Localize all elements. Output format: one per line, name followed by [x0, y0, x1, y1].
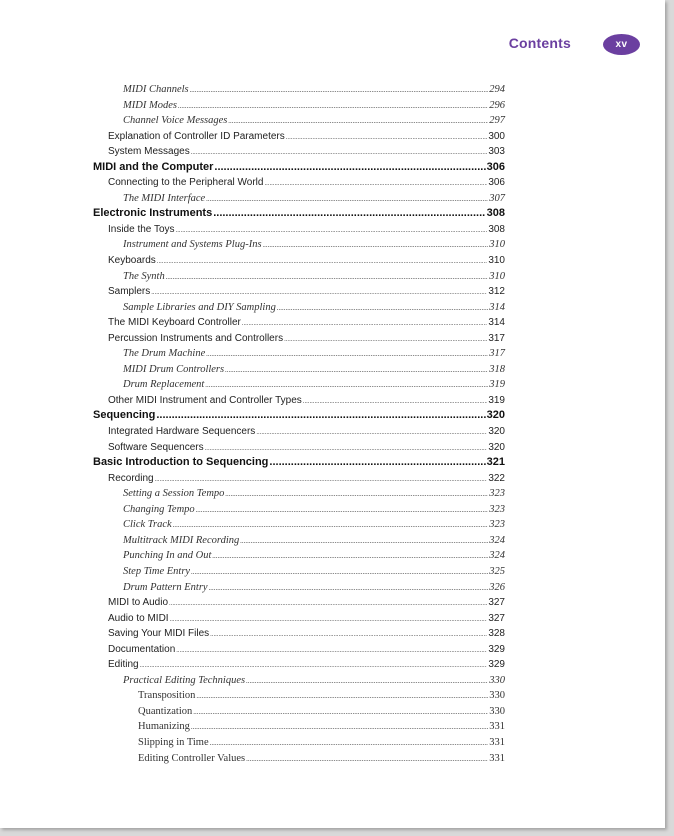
toc-entry: [93, 471, 505, 487]
dot-leader: [196, 503, 489, 519]
toc-entry-title: Click Track: [123, 519, 172, 531]
dot-leader: [176, 644, 487, 660]
toc-entry-page-number: 327: [488, 612, 505, 624]
toc-entry-page-number: 320: [486, 409, 505, 422]
toc-entry-title: Quantization: [138, 705, 193, 717]
dot-leader: [156, 408, 485, 424]
dot-leader: [209, 581, 489, 597]
toc-entry: [93, 346, 505, 362]
toc-entry: [93, 222, 505, 238]
toc-entry-page-number: 306: [488, 177, 505, 189]
toc-entry-title: Keyboards: [108, 255, 156, 267]
toc-entry-page-number: 323: [489, 519, 505, 531]
toc-entry-page-number: 297: [489, 115, 505, 127]
toc-entry-title: Software Sequencers: [108, 441, 204, 453]
dot-leader: [173, 518, 489, 534]
dot-leader: [170, 613, 488, 629]
dot-leader: [205, 378, 488, 394]
toc-entry-title: Channel Voice Messages: [123, 115, 228, 127]
toc-entry-page-number: 331: [489, 752, 505, 764]
dot-leader: [286, 131, 488, 147]
toc-entry-page-number: 328: [488, 628, 505, 640]
toc-entry-title: The Drum Machine: [123, 348, 206, 360]
dot-leader: [256, 426, 487, 442]
toc-entry-page-number: 330: [489, 705, 505, 717]
toc-entry-page-number: 317: [489, 348, 505, 360]
toc-entry: [93, 657, 505, 673]
toc-entry-title: The MIDI Interface: [123, 192, 206, 204]
toc-entry: [93, 113, 505, 129]
toc-entry-title: MIDI Channels: [123, 84, 189, 95]
toc-entry-page-number: 323: [489, 503, 505, 515]
toc-entry-page-number: 330: [489, 674, 505, 686]
toc-entry: [93, 424, 505, 440]
dot-leader: [214, 160, 485, 176]
toc-entry-page-number: 314: [489, 301, 505, 313]
toc-entry-title: The Synth: [123, 270, 165, 282]
toc-entry-page-number: 331: [489, 721, 505, 733]
dot-leader: [246, 752, 488, 768]
dot-leader: [277, 301, 488, 317]
toc-entry-title: MIDI Modes: [123, 99, 177, 111]
toc-entry-title: Humanizing: [138, 721, 190, 733]
toc-entry-title: MIDI to Audio: [108, 597, 169, 609]
toc-entry-title: Drum Pattern Entry: [123, 581, 208, 593]
toc-entry-title: Recording: [108, 472, 154, 484]
dot-leader: [212, 549, 488, 565]
dot-leader: [178, 99, 488, 115]
toc-entry-page-number: 314: [488, 317, 505, 329]
toc-entry: [93, 253, 505, 269]
dot-leader: [206, 347, 488, 363]
toc-entry: [93, 237, 505, 253]
dot-leader: [284, 333, 487, 349]
toc-entry-title: Slipping in Time: [138, 736, 209, 748]
toc-entry-page-number: 331: [489, 736, 505, 748]
toc-entry-title: Multitrack MIDI Recording: [123, 534, 240, 546]
toc-entry-title: Drum Replacement: [123, 379, 205, 391]
dot-leader: [169, 597, 487, 613]
dot-leader: [190, 83, 489, 99]
toc-entry-title: MIDI and the Computer: [93, 160, 214, 173]
toc-entry: [93, 455, 505, 471]
toc-entry: [93, 408, 505, 424]
toc-entry-title: MIDI Drum Controllers: [123, 363, 225, 375]
toc-entry: [93, 82, 505, 98]
dot-leader: [191, 565, 488, 581]
toc-entry-title: Changing Tempo: [123, 503, 195, 515]
toc-entry-title: Punching In and Out: [123, 550, 212, 562]
dot-leader: [210, 628, 487, 644]
dot-leader: [213, 206, 485, 222]
toc-entry: [93, 393, 505, 409]
toc-entry-page-number: 324: [489, 550, 505, 562]
running-header-title: Contents: [508, 35, 571, 51]
toc-entry-page-number: 318: [489, 363, 505, 375]
toc-entry: [93, 673, 505, 689]
toc-entry: [93, 315, 505, 331]
toc-entry-page-number: 329: [488, 643, 505, 655]
dot-leader: [228, 114, 488, 130]
toc-entry-title: Step Time Entry: [123, 565, 191, 577]
dot-leader: [269, 455, 485, 471]
dot-leader: [225, 487, 488, 503]
toc-entry: [93, 517, 505, 533]
toc-entry-title: Transposition: [138, 690, 196, 702]
toc-entry-title: Sample Libraries and DIY Sampling: [123, 301, 276, 313]
toc-entry: [93, 719, 505, 735]
toc-entry-page-number: 320: [488, 441, 505, 453]
dot-leader: [166, 270, 489, 286]
toc-entry-page-number: 330: [489, 690, 505, 702]
toc-entry-title: Electronic Instruments: [93, 207, 213, 220]
toc-entry: [93, 735, 505, 751]
toc-entry: [93, 144, 505, 160]
toc-entry: [93, 98, 505, 114]
toc-entry: [93, 548, 505, 564]
dot-leader: [196, 689, 488, 705]
toc-entry-title: System Messages: [108, 146, 190, 158]
toc-entry: [93, 595, 505, 611]
toc-entry-title: Instrument and Systems Plug-Ins: [123, 239, 262, 251]
toc-entry-page-number: 296: [489, 99, 505, 111]
toc-entry-page-number: 321: [486, 456, 505, 469]
toc-entry-page-number: 325: [489, 565, 505, 577]
toc-entry-title: Inside the Toys: [108, 223, 175, 235]
toc-entry-page-number: 323: [489, 488, 505, 500]
toc-entry-title: Explanation of Controller ID Parameters: [108, 130, 285, 142]
toc-entry-title: Setting a Session Tempo: [123, 488, 225, 500]
toc-entry-page-number: 324: [489, 534, 505, 546]
toc-entry-page-number: 319: [488, 394, 505, 406]
toc-entry: [93, 129, 505, 145]
toc-entry-title: Audio to MIDI: [108, 612, 169, 624]
dot-leader: [157, 255, 488, 271]
toc-entry-page-number: 312: [488, 286, 505, 298]
dot-leader: [246, 674, 488, 690]
toc-entry-page-number: 300: [488, 130, 505, 142]
toc-entry: [93, 704, 505, 720]
toc-entry-page-number: 308: [488, 223, 505, 235]
toc-entry-title: Other MIDI Instrument and Controller Types: [108, 394, 302, 406]
table-of-contents: [93, 82, 505, 766]
dot-leader: [225, 363, 488, 379]
toc-entry-page-number: 320: [488, 426, 505, 438]
toc-entry-title: Editing: [108, 659, 139, 671]
dot-leader: [193, 705, 488, 721]
toc-entry: [93, 269, 505, 285]
toc-entry-title: Integrated Hardware Sequencers: [108, 426, 256, 438]
page-number-badge: xv: [603, 34, 640, 55]
dot-leader: [191, 720, 488, 736]
toc-entry-page-number: 308: [486, 207, 505, 220]
toc-entry: [93, 160, 505, 176]
toc-entry-title: Practical Editing Techniques: [123, 674, 246, 686]
toc-entry: [93, 440, 505, 456]
dot-leader: [206, 192, 488, 208]
toc-entry-title: Sequencing: [93, 409, 156, 422]
dot-leader: [240, 534, 488, 550]
dot-leader: [264, 177, 487, 193]
toc-entry: [93, 688, 505, 704]
toc-entry-title: Connecting to the Peripheral World: [108, 177, 264, 189]
toc-entry-title: Basic Introduction to Sequencing: [93, 456, 269, 469]
toc-entry-page-number: 317: [488, 332, 505, 344]
toc-entry-page-number: 310: [489, 239, 505, 251]
dot-leader: [263, 238, 489, 254]
toc-entry-page-number: 310: [488, 255, 505, 267]
toc-entry: [93, 611, 505, 627]
toc-entry: [93, 362, 505, 378]
toc-entry-title: Documentation: [108, 643, 176, 655]
toc-entry: [93, 751, 505, 767]
toc-entry: [93, 284, 505, 300]
toc-entry: [93, 175, 505, 191]
toc-entry: [93, 564, 505, 580]
toc-entry: [93, 626, 505, 642]
toc-entry: [93, 580, 505, 596]
toc-entry: [93, 191, 505, 207]
toc-entry-page-number: 310: [489, 270, 505, 282]
toc-entry: [93, 486, 505, 502]
toc-entry-title: The MIDI Keyboard Controller: [108, 317, 241, 329]
toc-entry-page-number: 307: [489, 192, 505, 204]
toc-entry-page-number: 322: [488, 472, 505, 484]
toc-entry: [93, 300, 505, 316]
toc-entry-page-number: 306: [486, 160, 505, 173]
toc-entry: [93, 206, 505, 222]
toc-entry-title: Editing Controller Values: [138, 752, 246, 764]
toc-entry-title: Percussion Instruments and Controllers: [108, 332, 284, 344]
toc-entry-page-number: 327: [488, 597, 505, 609]
toc-entry: [93, 377, 505, 393]
toc-entry: [93, 331, 505, 347]
toc-entry-title: Samplers: [108, 286, 151, 298]
toc-entry-page-number: 329: [488, 659, 505, 671]
toc-entry-title: Saving Your MIDI Files: [108, 628, 210, 640]
toc-entry: [93, 502, 505, 518]
toc-entry: [93, 533, 505, 549]
toc-entry: [93, 642, 505, 658]
toc-entry-page-number: 294: [489, 84, 505, 95]
toc-entry-page-number: 319: [489, 379, 505, 391]
toc-entry-page-number: 303: [488, 146, 505, 158]
dot-leader: [210, 736, 489, 752]
toc-entry-page-number: 326: [489, 581, 505, 593]
